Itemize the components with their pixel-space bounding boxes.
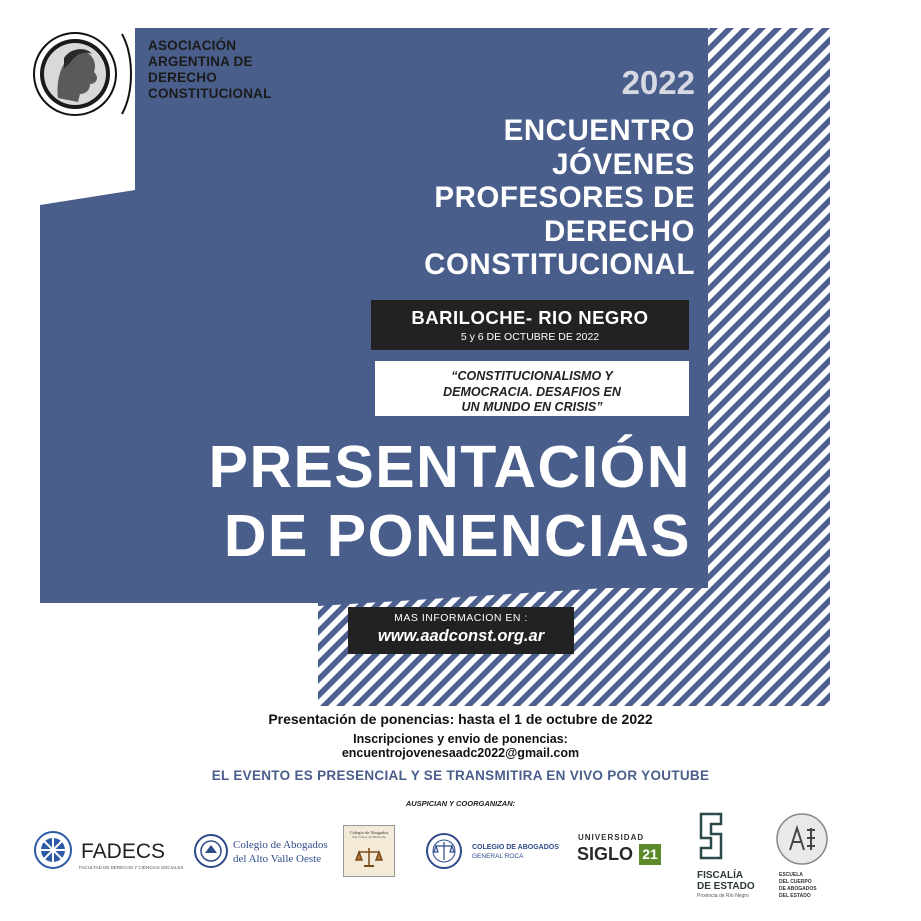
roca-line2: GENERAL ROCA — [472, 853, 524, 860]
siglo21-line1: UNIVERSIDAD — [578, 833, 645, 842]
event-year: 2022 — [621, 64, 695, 101]
more-info-box — [348, 607, 574, 654]
more-info-label: MAS INFORMACION EN : — [394, 612, 528, 624]
escuela-emblem-icon — [775, 812, 829, 866]
bariloche-line2: San Carlos de Bariloche — [352, 835, 386, 839]
registration-info — [0, 732, 921, 760]
fiscalia-emblem-icon — [697, 812, 725, 860]
alto-valle-seal-icon — [193, 833, 229, 869]
sponsor-universidad-siglo-21 — [577, 833, 667, 873]
stripe — [784, 16, 921, 706]
event-location: BARILOCHE- RIO NEGRO — [411, 307, 649, 328]
fiscalia-line2: DE ESTADO — [697, 881, 755, 892]
registration-label: Inscripciones y envio de ponencias: — [353, 732, 568, 746]
escuela-line2: DEL CUERPO — [779, 879, 812, 885]
location-box — [371, 300, 689, 350]
siglo21-line2: SIGLO — [577, 844, 634, 864]
stripe — [768, 16, 921, 706]
stripe — [864, 16, 921, 706]
website-link[interactable]: www.aadconst.org.ar — [377, 627, 545, 645]
sponsors-label: AUSPICIAN Y COORGANIZAN: — [405, 799, 516, 808]
fadecs-subtitle: FACULTAD DE DERECHO Y CIENCIAS SOCIALES — [79, 865, 184, 870]
siglo21-mark-icon: 21 — [639, 844, 661, 865]
sponsor-colegio-bariloche — [343, 825, 395, 877]
contact-email[interactable]: encuentrojovenesaadc2022@gmail.com — [341, 746, 580, 760]
streaming-notice: EL EVENTO ES PRESENCIAL Y SE TRANSMITIRA EN VIVO POR YOUTUBE — [211, 768, 710, 783]
escuela-line3: DE ABOGADOS — [779, 886, 817, 892]
stripe — [688, 16, 921, 706]
submission-deadline: Presentación de ponencias: hasta el 1 de octubre de 2022 — [268, 711, 653, 727]
escuela-line1: ESCUELA — [779, 872, 803, 878]
event-dates: 5 y 6 DE OCTUBRE DE 2022 — [460, 331, 600, 343]
fiscalia-line1: FISCALÍA — [697, 870, 744, 881]
sponsor-fiscalia-de-estado — [695, 808, 770, 898]
stripe — [848, 16, 921, 706]
stripe — [832, 16, 921, 706]
stripe — [816, 16, 921, 706]
stripe — [896, 16, 921, 706]
sponsor-colegio-alto-valle — [193, 833, 333, 873]
association-name: ASOCIACIÓN ARGENTINA DE DERECHO CONSTITUCIONAL — [148, 38, 272, 101]
stripe — [880, 16, 921, 706]
bariloche-line1: Colegio de Abogados — [349, 830, 389, 835]
fadecs-emblem-icon — [33, 830, 73, 870]
alto-valle-line1: Colegio de Abogados — [233, 839, 328, 851]
association-logo-icon — [30, 28, 135, 120]
sponsor-fadecs — [33, 828, 184, 878]
escuela-line4: DEL ESTADO — [779, 893, 811, 899]
stripe — [912, 16, 921, 706]
event-title: ENCUENTRO JÓVENES PROFESORES DE DERECHO CONSTITUCIONAL — [424, 114, 695, 281]
roca-line1: COLEGIO DE ABOGADOS — [472, 844, 559, 851]
sponsor-colegio-roca — [425, 832, 565, 872]
roca-seal-icon — [425, 832, 463, 870]
alto-valle-line2: del Alto Valle Oeste — [233, 853, 322, 865]
fiscalia-line3: Provincia de Río Negro — [697, 893, 749, 899]
scales-of-justice-icon — [354, 846, 384, 868]
sponsor-escuela-cuerpo-abogados — [773, 810, 833, 908]
fadecs-name: FADECS — [81, 840, 166, 863]
event-theme: “CONSTITUCIONALISMO Y DEMOCRACIA. DESAFIOS EN UN MUNDO EN CRISIS” — [375, 361, 689, 416]
headline: PRESENTACIÓN DE PONENCIAS — [208, 434, 691, 569]
